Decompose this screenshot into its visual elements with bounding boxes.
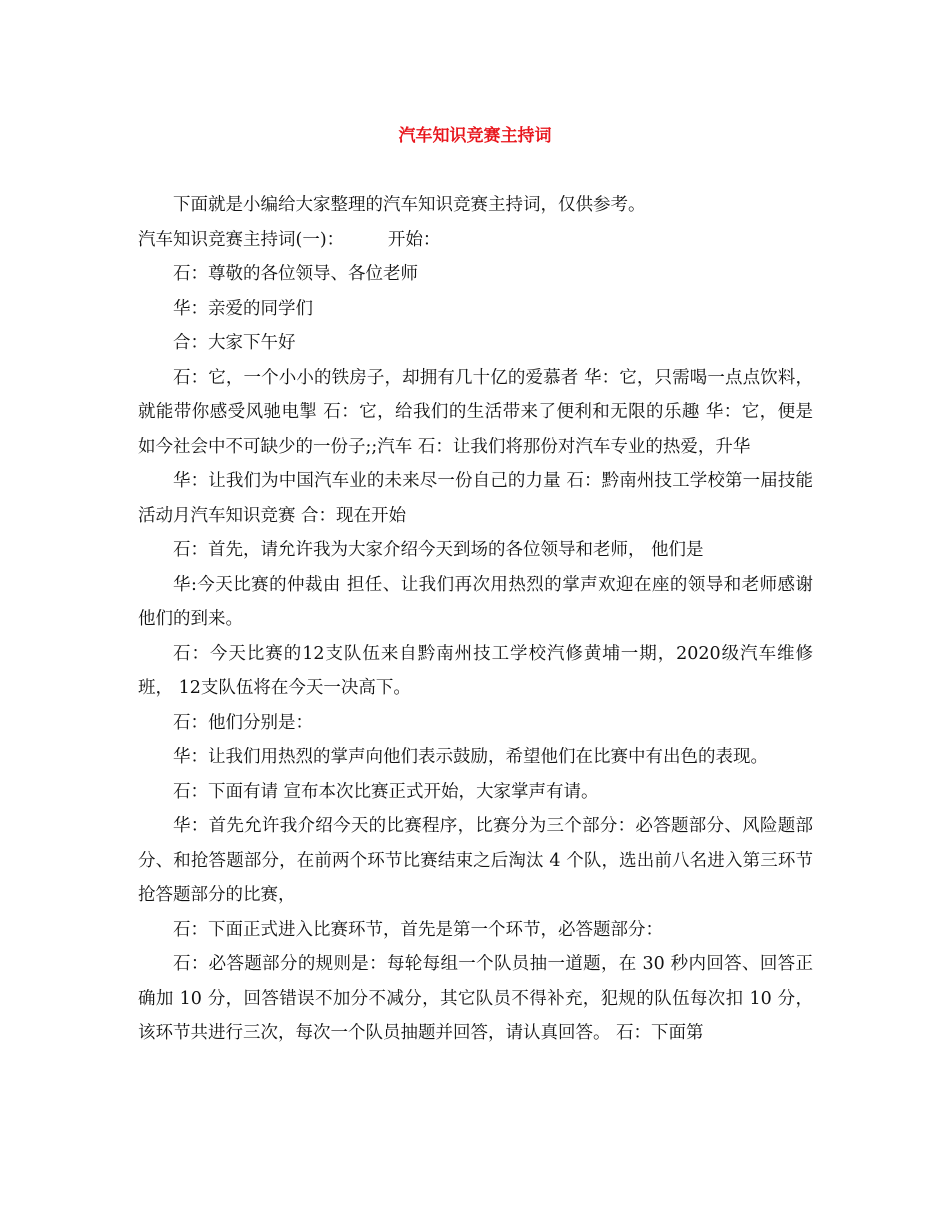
script-line: 石：下面有请 宣布本次比赛正式开始，大家掌声有请。 — [173, 781, 599, 802]
script-line: 石：它，一个小小的铁房子，却拥有几十亿的爱慕者 华：它，只需喝一点点饮料，就能带你感受风驰电掣 石：它，给我们的生活带来了便利和无限的乐趣 华：它，便是如今社会中不可缺少的一份子;;汽车 石：让我们将那份对汽车专业的热爱，升华 — [138, 367, 813, 457]
script-line: 合：大家下午好 — [173, 333, 296, 353]
script-line: 华:今天比赛的仲裁由 担任、让我们再次用热烈的掌声欢迎在座的领导和老师感谢他们的到来。 — [138, 574, 813, 629]
script-line: 华：让我们用热烈的掌声向他们表示鼓励，希望他们在比赛中有出色的表现。 — [173, 747, 768, 767]
script-line: 石：他们分别是： — [173, 712, 313, 733]
script-line: 石：首先，请允许我为大家介绍今天到场的各位领导和老师， 他们是 — [173, 540, 704, 560]
script-line: 华：亲爱的同学们 — [173, 298, 313, 319]
script-line: 石：下面正式进入比赛环节，首先是第一个环节，必答题部分： — [173, 919, 663, 940]
section-heading: 汽车知识竞赛主持词(一)： 开始： — [138, 229, 441, 250]
script-line: 华：让我们为中国汽车业的未来尽一份自己的力量 石：黔南州技工学校第一届技能活动月汽车知识竞赛 合：现在开始 — [138, 471, 813, 526]
intro-paragraph: 下面就是小编给大家整理的汽车知识竞赛主持词，仅供参考。 — [173, 195, 646, 215]
document-title: 汽车知识竞赛主持词 — [398, 126, 552, 146]
document-body — [138, 188, 813, 1051]
script-line: 石：必答题部分的规则是：每轮每组一个队员抽一道题，在 30 秒内回答、回答正确加 10 分，回答错误不加分不减分，其它队员不得补充，犯规的队伍每次扣 10 分，该环节共进行三次，每次一个队员抽题并回答，请认真回答。 石：下面第 — [138, 954, 813, 1043]
script-line: 石：今天比赛的12支队伍来自黔南州技工学校汽修黄埔一期，2020级汽车维修班， 12支队伍将在今天一决高下。 — [138, 643, 813, 698]
script-line: 石：尊敬的各位领导、各位老师 — [173, 264, 418, 284]
script-line: 华：首先允许我介绍今天的比赛程序，比赛分为三个部分：必答题部分、风险题部分、和抢答题部分，在前两个环节比赛结束之后淘汰 4 个队，选出前八名进入第三环节抢答题部分的比赛， — [138, 816, 813, 905]
